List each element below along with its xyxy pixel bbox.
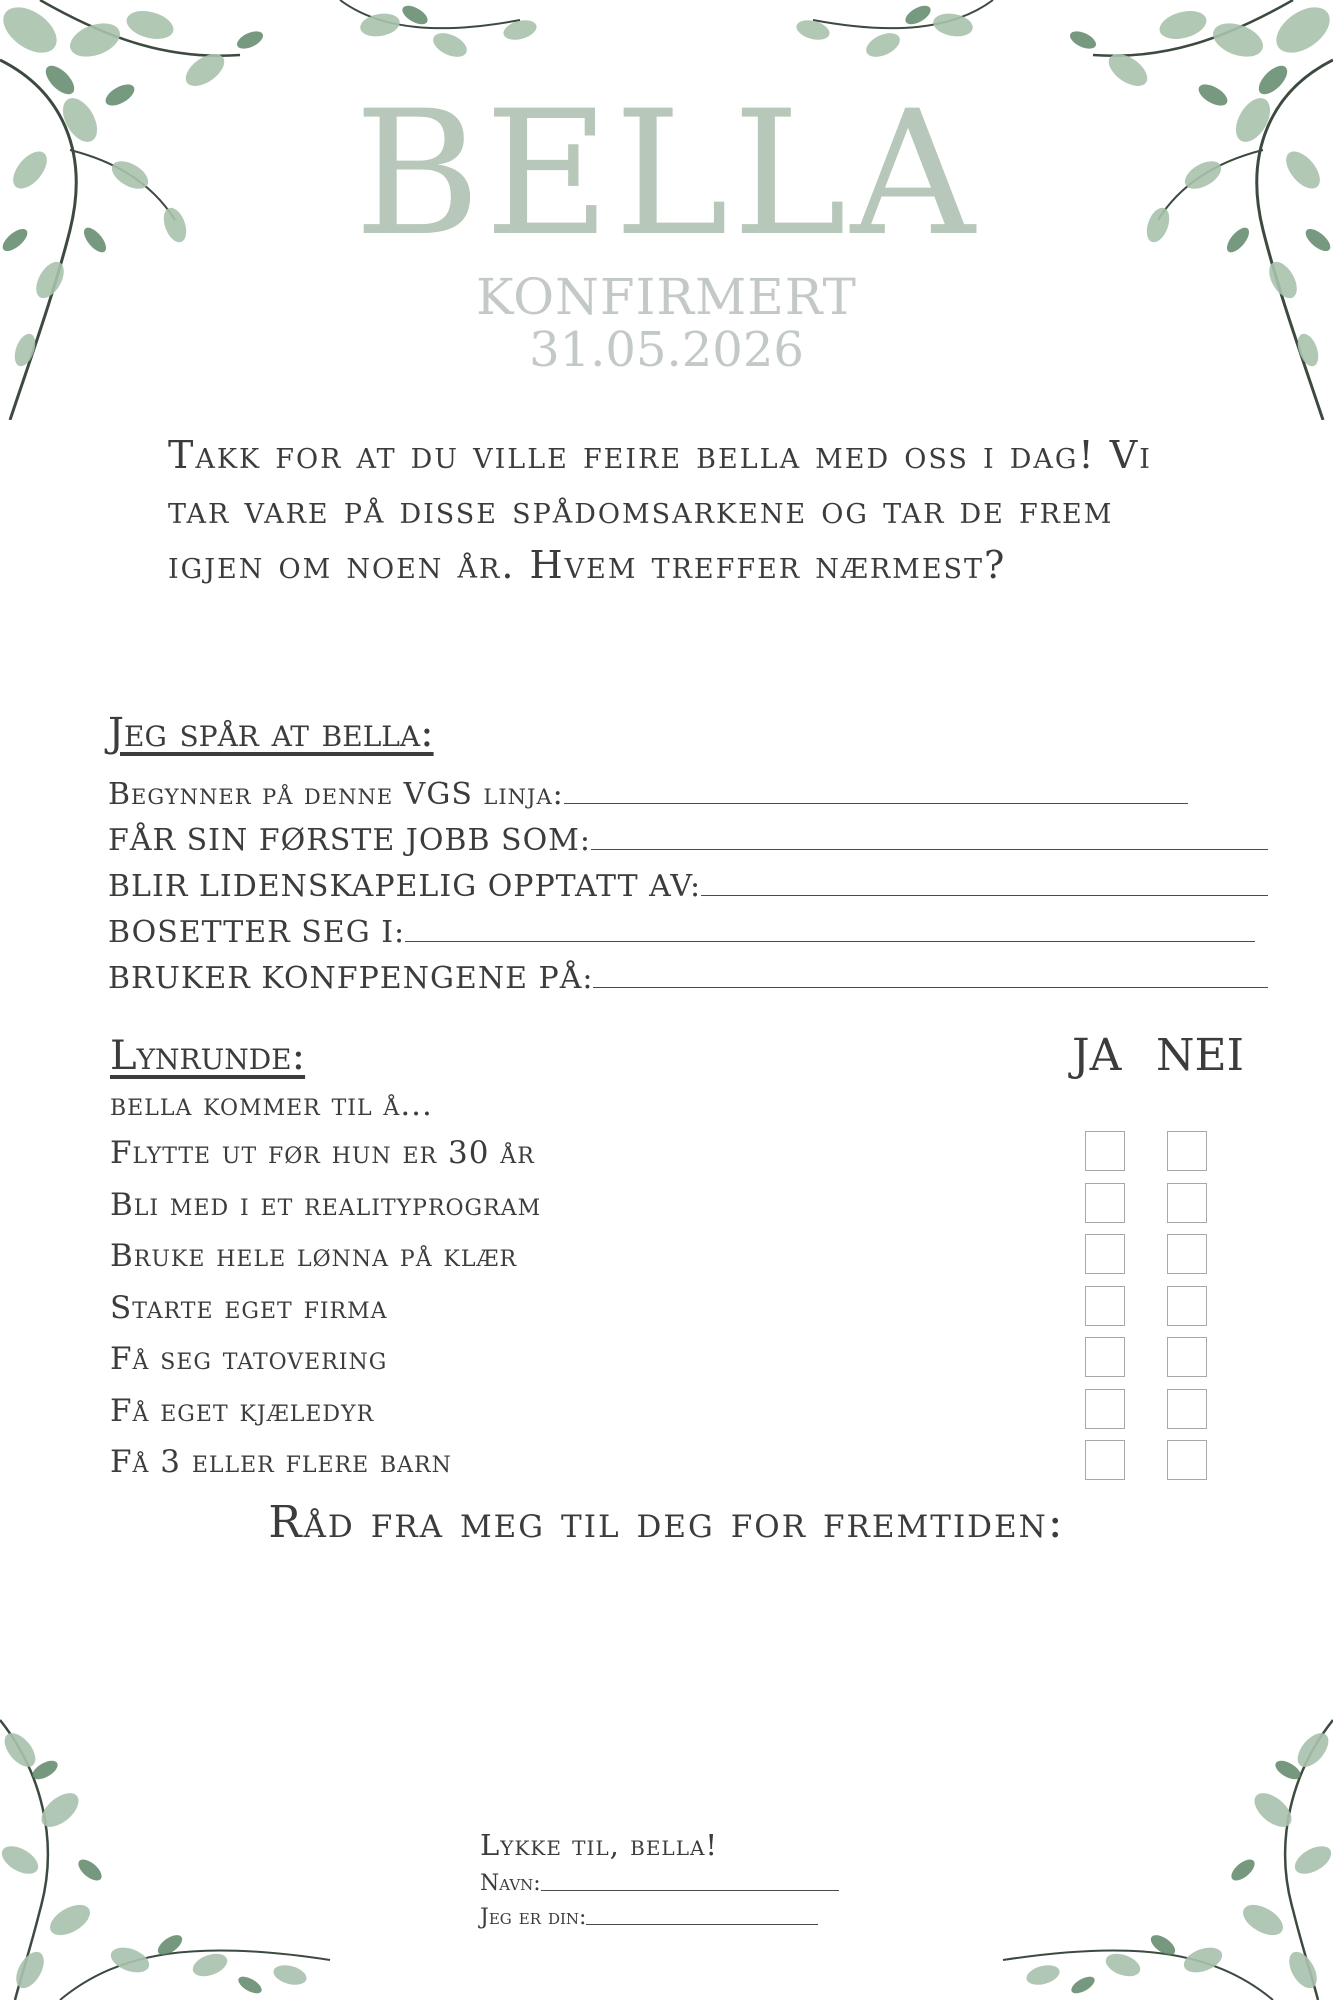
question-label: Flytte ut før hun er 30 år bbox=[110, 1135, 535, 1171]
prediction-line bbox=[108, 858, 1268, 904]
question-label: Få 3 eller flere barn bbox=[110, 1444, 452, 1480]
yes-checkbox[interactable] bbox=[1085, 1286, 1125, 1326]
no-checkbox[interactable] bbox=[1167, 1440, 1207, 1480]
name-field[interactable] bbox=[541, 1890, 839, 1891]
prediction-line bbox=[108, 904, 1268, 950]
lynrunde-list bbox=[110, 1131, 1240, 1492]
list-item bbox=[110, 1337, 1240, 1389]
relation-field[interactable] bbox=[586, 1924, 818, 1925]
name-line bbox=[480, 1862, 880, 1896]
prediction-label: FÅR SIN FØRSTE JOBB SOM: bbox=[108, 823, 592, 858]
intro-text: Takk for at du ville feire bella med oss i dag! Vi tar vare på disse spådomsarkene og tar de frem igjen om noen år. Hvem treffer nærmest? bbox=[168, 433, 1152, 587]
no-checkbox[interactable] bbox=[1167, 1234, 1207, 1274]
list-item bbox=[110, 1131, 1240, 1183]
no-checkbox[interactable] bbox=[1167, 1286, 1207, 1326]
answer-line[interactable] bbox=[591, 849, 1268, 850]
list-item bbox=[110, 1183, 1240, 1235]
yes-checkbox[interactable] bbox=[1085, 1234, 1125, 1274]
prediction-line bbox=[108, 766, 1268, 812]
no-checkbox[interactable] bbox=[1167, 1131, 1207, 1171]
column-no-label: NEI bbox=[1156, 1030, 1244, 1081]
prediction-label: BLIR LIDENSKAPELIG OPPTATT AV: bbox=[108, 869, 702, 904]
yes-checkbox[interactable] bbox=[1085, 1183, 1125, 1223]
answer-line[interactable] bbox=[564, 803, 1188, 804]
list-item bbox=[110, 1440, 1240, 1492]
yes-checkbox[interactable] bbox=[1085, 1131, 1125, 1171]
relation-line bbox=[480, 1896, 880, 1930]
list-item bbox=[110, 1389, 1240, 1441]
question-label: Få seg tatovering bbox=[110, 1341, 388, 1377]
yes-checkbox[interactable] bbox=[1085, 1337, 1125, 1377]
lynrunde-heading: Lynrunde: bbox=[110, 1033, 306, 1079]
prediction-label: BRUKER KONFPENGENE PÅ: bbox=[108, 961, 594, 996]
name-title: BELLA bbox=[354, 73, 979, 274]
prediction-label: BOSETTER SEG I: bbox=[108, 915, 406, 950]
no-checkbox[interactable] bbox=[1167, 1389, 1207, 1429]
prediction-line bbox=[108, 812, 1268, 858]
question-label: Bli med i et realityprogram bbox=[110, 1186, 542, 1223]
predictions-list bbox=[108, 766, 1268, 996]
advice-heading: Råd fra meg til deg for fremtiden: bbox=[268, 1497, 1065, 1548]
name-label: Navn: bbox=[480, 1871, 541, 1896]
event-subtitle: KONFIRMERT bbox=[476, 268, 857, 326]
column-yes-label: JA bbox=[1072, 1030, 1122, 1081]
predictions-heading: Jeg spår at bella: bbox=[108, 710, 434, 756]
signature-block bbox=[480, 1828, 880, 1930]
prediction-line bbox=[108, 950, 1268, 996]
eucalyptus-corner-bottom-left bbox=[0, 1710, 400, 2000]
lynrunde-intro: bella kommer til å... bbox=[110, 1087, 433, 1123]
question-label: Starte eget firma bbox=[110, 1289, 388, 1326]
event-date: 31.05.2026 bbox=[529, 322, 804, 378]
list-item bbox=[110, 1234, 1240, 1286]
greeting: Lykke til, bella! bbox=[480, 1828, 719, 1862]
relation-label: Jeg er din: bbox=[480, 1905, 587, 1930]
answer-line[interactable] bbox=[701, 895, 1268, 896]
yes-checkbox[interactable] bbox=[1085, 1389, 1125, 1429]
question-label: Bruke hele lønna på klær bbox=[110, 1238, 518, 1274]
question-label: Få eget kjæledyr bbox=[110, 1392, 375, 1429]
list-item bbox=[110, 1286, 1240, 1338]
answer-line[interactable] bbox=[405, 941, 1255, 942]
answer-line[interactable] bbox=[593, 987, 1268, 988]
no-checkbox[interactable] bbox=[1167, 1183, 1207, 1223]
yes-checkbox[interactable] bbox=[1085, 1440, 1125, 1480]
eucalyptus-corner-bottom-right bbox=[933, 1710, 1333, 2000]
prediction-label: Begynner på denne VGS linja: bbox=[108, 777, 564, 812]
no-checkbox[interactable] bbox=[1167, 1337, 1207, 1377]
